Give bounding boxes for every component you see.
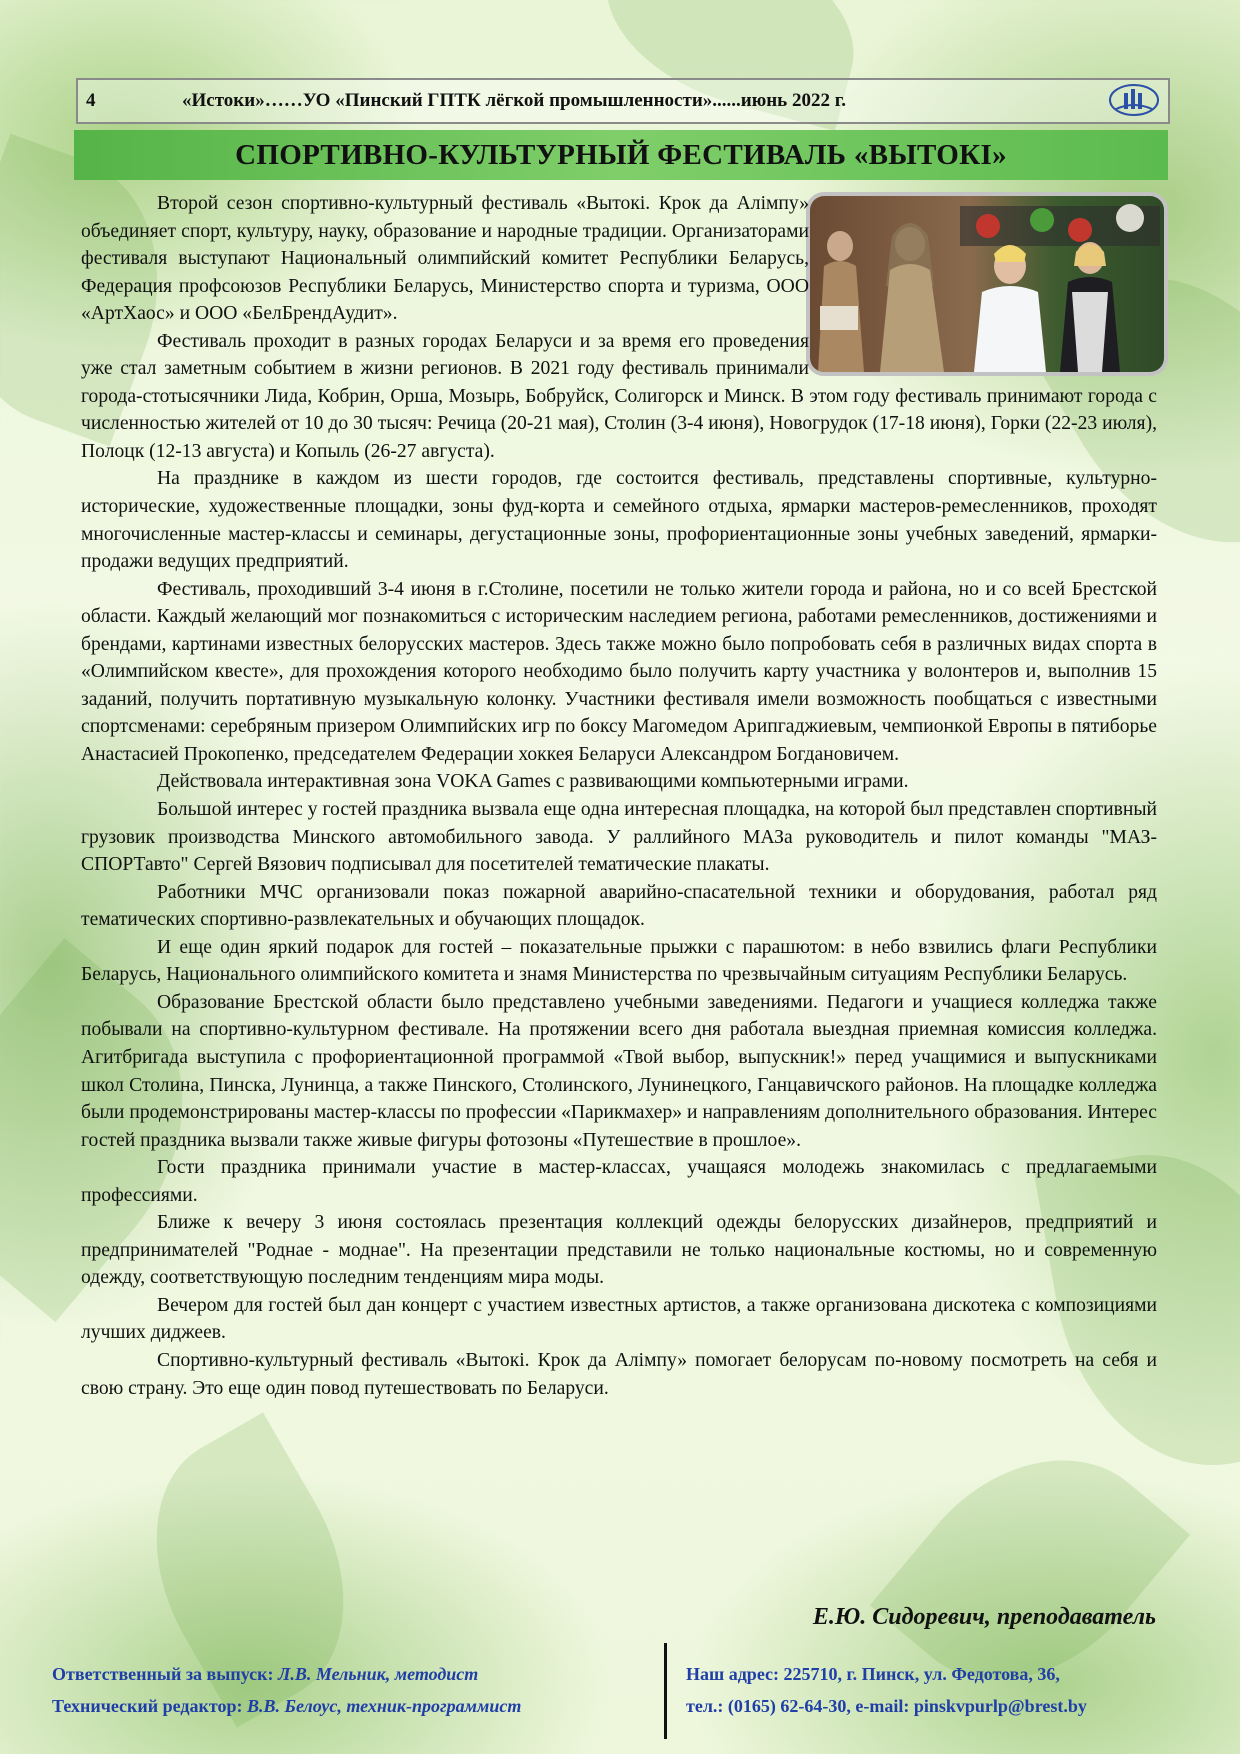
footer-editor-label: Технический редактор: bbox=[52, 1696, 248, 1716]
footer-responsible bbox=[52, 1658, 521, 1690]
article-paragraph: Фестиваль проходит в разных городах Беларуси и за время его проведения уже стал заметным событием в жизни регионов. В 2021 году фестиваль принимали города-стотысячники Лида, Кобрин, Орша, Мозырь, Бобруйск, Солигорск и Минск. В этом году фестиваль принимают города с численностью жителей от 10 до 30 тысяч: Речица (20-21 мая), Столин (3-4 июня), Новогрудок (17-18 июня), Горки (22-23 июля), Полоцк (12-13 августа) и Копыль (26-27 августа). bbox=[81, 330, 1157, 462]
footer-editor bbox=[52, 1690, 521, 1722]
college-logo-icon bbox=[1108, 83, 1160, 117]
photo-spacer bbox=[809, 190, 1157, 370]
author-signature: Е.Ю. Сидоревич, преподаватель bbox=[812, 1604, 1156, 1630]
article-paragraph: Работники МЧС организовали показ пожарной аварийно-спасательной техники и оборудования, работал ряд тематических спортивно-развлекательных и обучающих площадок. bbox=[81, 881, 1157, 931]
footer-phone-email: тел.: (0165) 62-64-30, e-mail: pinskvpurlp@brest.by bbox=[686, 1696, 1087, 1716]
article-paragraph: Фестиваль, проходивший 3-4 июня в г.Столине, посетили не только жители города и района, но и со всей Брестской области. Каждый желающий мог познакомиться с историческим наследием региона, работами ремесленников, достижениями и брендами, картинами известных белорусских мастеров. Здесь также можно было попробовать себя в различных видах спорта в «Олимпийском квесте», для прохождения которого необходимо было получить карту участника у волонтеров и, выполнив 15 заданий, получить портативную музыкальную колонку. Участники фестиваля имели возможность пообщаться с известными спортсменами: серебряным призером Олимпийских игр по боксу Магомедом Арипгаджиевым, чемпионкой Европы в пятиборье Анастасией Прокопенко, председателем Федерации хоккея Беларуси Александром Богдановичем. bbox=[81, 578, 1157, 765]
article-paragraph: Вечером для гостей был дан концерт с участием известных артистов, а также организована дискотека с композициями лучших диджеев. bbox=[81, 1294, 1157, 1344]
article-paragraph: И еще один яркий подарок для гостей – показательные прыжки с парашютом: в небо взвились флаги Республики Беларусь, Национального олимпийского комитета и знамя Министерства по чрезвычайным ситуациям Республики Беларусь. bbox=[81, 936, 1157, 986]
footer-address: Наш адрес: 225710, г. Пинск, ул. Федотова, 36, bbox=[686, 1664, 1060, 1684]
article-paragraph: Образование Брестской области было представлено учебными заведениями. Педагоги и учащиеся колледжа также побывали на спортивно-культурном фестивале. На протяжении всего дня работала выездная приемная комиссия колледжа. Агитбригада выступила с профориентационной программой «Твой выбор, выпускник!» перед учащимися и выпускниками школ Столина, Пинска, Лунинца, а также Пинского, Столинского, Лунинецкого, Ганцавичского районов. На площадке колледжа были продемонстрированы мастер-классы по профессии «Парикмахер» и направлениям дополнительного образования. Интерес гостей праздника вызвали также живые фигуры фотозоны «Путешествие в прошлое». bbox=[81, 991, 1157, 1151]
running-header bbox=[76, 78, 1170, 124]
article-title: СПОРТИВНО-КУЛЬТУРНЫЙ ФЕСТИВАЛЬ «ВЫТОКІ» bbox=[235, 138, 1007, 171]
article-paragraph: Гости праздника принимали участие в мастер-классах, учащаяся молодежь знакомилась с предлагаемыми профессиями. bbox=[81, 1157, 1157, 1206]
title-band bbox=[74, 130, 1168, 180]
page-number: 4 bbox=[86, 90, 96, 111]
article-paragraph: На празднике в каждом из шести городов, где состоится фестиваль, представлены спортивные, культурно-исторические, художественные площадки, зоны фуд-корта и семейного отдыха, ярмарки мастеров-ремесленников, проходят многочисленные мастер-классы и семинары, дегустационные зоны, профориентационные зоны учебных заведений, ярмарки-продажи ведущих предприятий. bbox=[81, 468, 1157, 573]
footer-editor-value: В.В. Белоус, техник-программист bbox=[247, 1696, 522, 1716]
article-paragraph: Большой интерес у гостей праздника вызвала еще одна интересная площадка, на которой был представлен спортивный грузовик производства Минского автомобильного завода. У раллийного МАЗа руководитель и пилот команды "МАЗ-СПОРТавто" Сергей Вязович подписывал для посетителей тематические плакаты. bbox=[81, 799, 1157, 876]
footer-divider bbox=[664, 1643, 667, 1739]
footer-contacts bbox=[686, 1658, 1087, 1722]
article-paragraph: Действовала интерактивная зона VOKA Games с развивающими компьютерными играми. bbox=[157, 771, 909, 793]
header-text: «Истоки»……УО «Пинский ГПТК лёгкой промышленности»......июнь 2022 г. bbox=[182, 90, 846, 111]
article-paragraph: Ближе к вечеру 3 июня состоялась презентация коллекций одежды белорусских дизайнеров, предприятий и предпринимателей "Роднае - моднае". На презентации представили не только национальные костюмы, но и современную одежду, соответствующую последним тенденциям мира моды. bbox=[81, 1212, 1157, 1289]
article-body bbox=[81, 190, 1157, 1402]
article-paragraph: Спортивно-культурный фестиваль «Вытокі. Крок да Алімпу» помогает белорусам по-новому посмотреть на себя и свою страну. Это еще один повод путешествовать по Беларуси. bbox=[81, 1349, 1157, 1399]
footer-responsible-value: Л.В. Мельник, методист bbox=[278, 1664, 479, 1684]
article-paragraph: Второй сезон спортивно-культурный фестиваль «Вытокі. Крок да Алімпу» объединяет спорт, культуру, науку, образование и народные традиции. Организаторами фестиваля выступают Национальный олимпийский комитет Республики Беларусь, Федерация профсоюзов Республики Беларусь, Министерство спорта и туризма, ООО «АртХаос» и ООО «БелБрендАудит». bbox=[81, 193, 809, 325]
footer-credits bbox=[52, 1658, 521, 1722]
footer-responsible-label: Ответственный за выпуск: bbox=[52, 1664, 279, 1684]
